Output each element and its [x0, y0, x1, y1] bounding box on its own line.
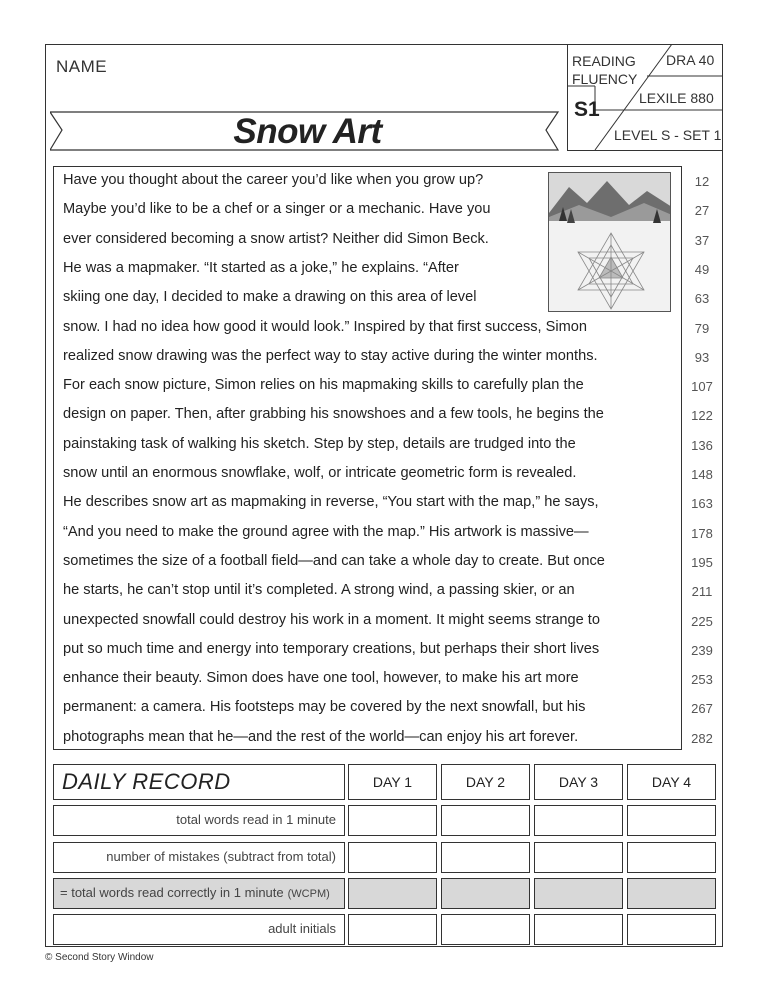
record-entry-day-3[interactable] — [534, 914, 623, 945]
word-count: 136 — [691, 437, 713, 453]
passage-line: realized snow drawing was the perfect way to stay active during the winter months. — [63, 347, 598, 364]
passage-line: painstaking task of walking his sketch. Step by step, details are trudged into the — [63, 435, 576, 452]
day-header-3: DAY 3 — [534, 764, 623, 800]
snow-art-illustration — [548, 172, 671, 312]
record-row-text: adult initials — [268, 921, 336, 936]
word-count: 253 — [691, 672, 713, 688]
dra-level: DRA 40 — [666, 52, 715, 68]
record-entry-day-3[interactable] — [534, 805, 623, 836]
record-row-text: total words read in 1 minute — [176, 812, 336, 827]
passage-line: permanent: a camera. His footsteps may be covered by the next snowfall, but his — [63, 699, 586, 716]
word-count: 63 — [694, 291, 710, 307]
daily-record-title-cell — [53, 764, 345, 800]
word-count: 12 — [694, 174, 710, 189]
record-row-text: number of mistakes (subtract from total) — [106, 849, 336, 864]
passage-line: put so much time and energy into temporary creations, but perhaps their short lives — [63, 640, 600, 657]
passage-line: He was a mapmaker. “It started as a joke,” he explains. “After — [63, 259, 459, 276]
page-title: Snow Art — [233, 112, 382, 151]
passage-line: snow until an enormous snowflake, wolf, or intricate geometric form is revealed. — [63, 465, 577, 481]
word-count: 107 — [691, 379, 713, 395]
record-entry-day-2[interactable] — [441, 914, 530, 945]
word-count: 267 — [691, 701, 713, 717]
record-entry-day-3[interactable] — [534, 842, 623, 873]
fluency-label: FLUENCY — [572, 71, 638, 87]
word-count: 239 — [691, 642, 713, 658]
record-entry-day-2[interactable] — [441, 842, 530, 873]
word-count: 225 — [691, 613, 713, 629]
passage-line: sometimes the size of a football field—and can take a whole day to create. But once — [63, 552, 605, 569]
record-entry-day-4[interactable] — [627, 805, 716, 836]
passage-line: he starts, he can’t stop until it’s completed. A strong wind, a passing skier, or an — [63, 582, 575, 599]
passage-line: unexpected snowfall could destroy his work in a moment. It might seems strange to — [63, 611, 600, 628]
passage-line: Have you thought about the career you’d like when you grow up? — [63, 172, 484, 188]
record-row-label — [53, 842, 345, 873]
reading-label: READING — [572, 53, 636, 69]
copyright: © Second Story Window — [45, 952, 154, 963]
word-count: 178 — [691, 525, 713, 541]
passage-line: “And you need to make the ground agree with the map.” His artwork is massive— — [63, 523, 589, 540]
record-row-label — [53, 805, 345, 836]
record-row-suffix: (WCPM) — [287, 888, 330, 900]
passage-line: For each snow picture, Simon relies on his mapmaking skills to carefully plan the — [63, 377, 584, 394]
word-count: 49 — [694, 261, 710, 277]
record-entry-day-4[interactable] — [627, 878, 716, 909]
daily-record-title: DAILY RECORD — [62, 769, 231, 794]
record-entry-day-4[interactable] — [627, 842, 716, 873]
reading-fluency-label — [572, 52, 637, 88]
word-count: 211 — [691, 584, 713, 600]
day-header-1: DAY 1 — [348, 764, 437, 800]
record-row-label — [53, 914, 345, 945]
passage-line: He describes snow art as mapmaking in reverse, “You start with the map,” he says, — [63, 494, 599, 511]
word-count: 122 — [691, 408, 713, 424]
word-count: 282 — [691, 730, 713, 746]
record-entry-day-2[interactable] — [441, 878, 530, 909]
day-header-2: DAY 2 — [441, 764, 530, 800]
lexile-level: LEXILE 880 — [639, 90, 714, 106]
word-count: 37 — [694, 232, 710, 248]
record-entry-day-4[interactable] — [627, 914, 716, 945]
record-row-label — [53, 878, 345, 909]
word-count: 163 — [691, 496, 713, 512]
record-entry-day-3[interactable] — [534, 878, 623, 909]
level-set: LEVEL S - SET 1 — [614, 127, 722, 143]
record-entry-day-1[interactable] — [348, 914, 437, 945]
passage-line: ever considered becoming a snow artist? Neither did Simon Beck. — [63, 230, 489, 247]
record-row-text: = total words read correctly in 1 minute — [60, 885, 284, 900]
passage-line: enhance their beauty. Simon does have one tool, however, to make his art more — [63, 670, 579, 687]
name-label: NAME — [56, 57, 108, 76]
record-entry-day-1[interactable] — [348, 805, 437, 836]
word-count: 148 — [691, 467, 713, 482]
word-count: 27 — [694, 203, 710, 219]
passage-line: skiing one day, I decided to make a drawing on this area of level — [63, 289, 477, 306]
passage-line: design on paper. Then, after grabbing his snowshoes and a few tools, he begins the — [63, 406, 604, 423]
passage-line: photographs mean that he—and the rest of the world—can enjoy his art forever. — [63, 728, 579, 745]
passage-line: snow. I had no idea how good it would look.” Inspired by that first success, Simon — [63, 318, 588, 335]
passage-line: Maybe you’d like to be a chef or a singer or a mechanic. Have you — [63, 201, 491, 218]
record-entry-day-1[interactable] — [348, 878, 437, 909]
word-count: 195 — [691, 554, 713, 570]
set-code: S1 — [574, 98, 600, 121]
day-header-4: DAY 4 — [627, 764, 716, 800]
word-count: 79 — [694, 320, 710, 336]
record-entry-day-2[interactable] — [441, 805, 530, 836]
word-count: 93 — [694, 349, 710, 365]
record-entry-day-1[interactable] — [348, 842, 437, 873]
